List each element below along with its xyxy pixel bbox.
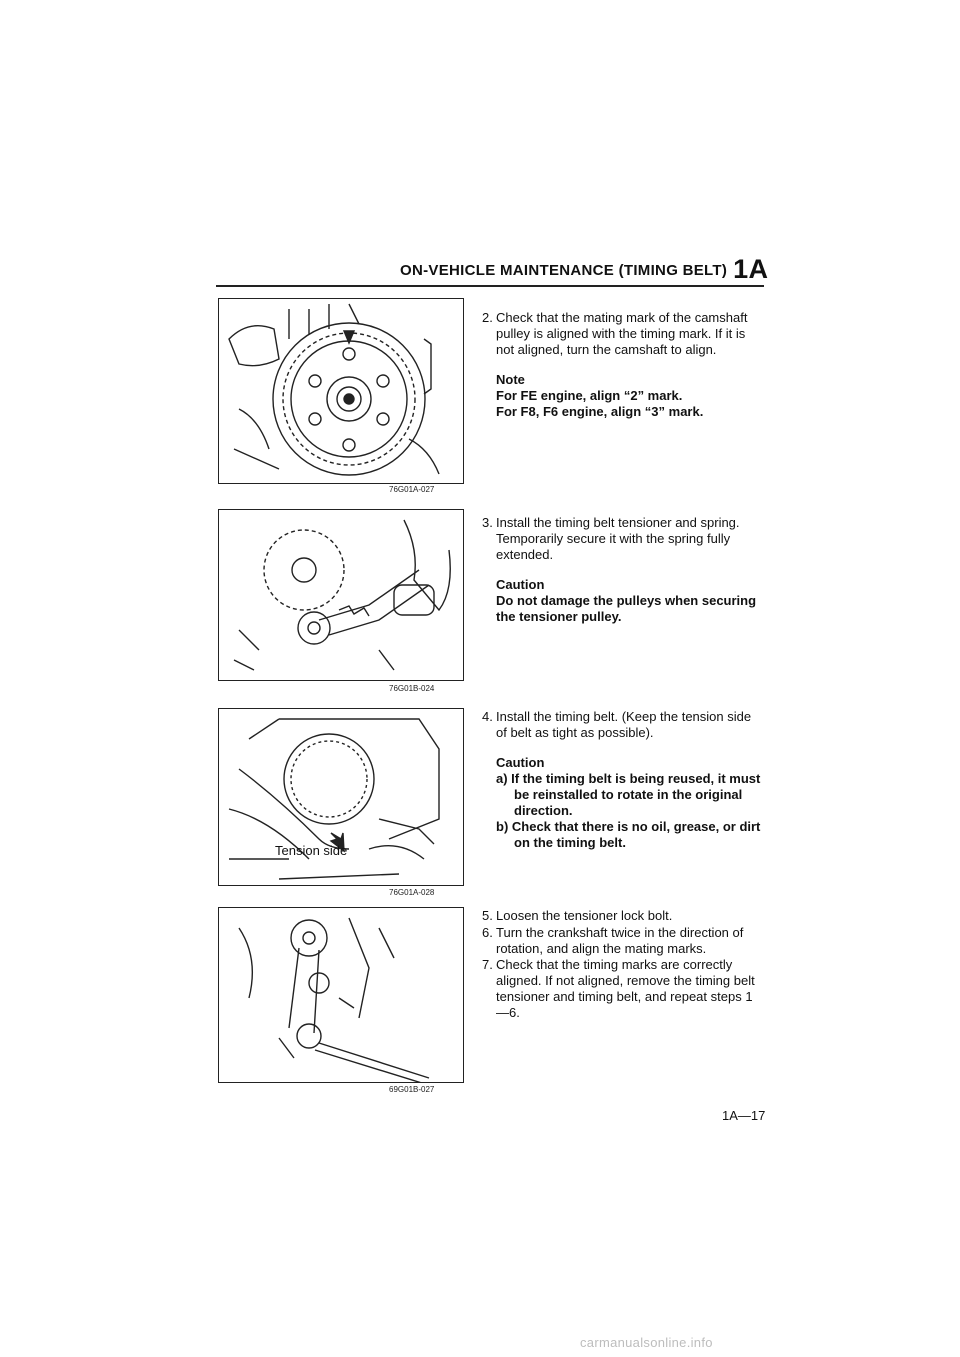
- step-4-number: 4.: [482, 709, 493, 724]
- step-5: [482, 908, 762, 924]
- figure-tensioner: [218, 509, 464, 681]
- step-7-number: 7.: [482, 957, 493, 972]
- step-5-number: 5.: [482, 908, 493, 923]
- step-3-caution: [482, 577, 762, 625]
- figure-timing-belt-install: [218, 708, 464, 886]
- step-3: [482, 515, 762, 625]
- step-6: [482, 925, 762, 957]
- step-4-text: Install the timing belt. (Keep the tension side of belt as tight as possible).: [496, 709, 752, 740]
- step-4-caution: [482, 755, 762, 851]
- step-2-note: [482, 372, 762, 420]
- figure-camshaft-pulley: [218, 298, 464, 484]
- tensioner-illustration: [219, 510, 463, 680]
- step-2: [482, 310, 762, 420]
- section-number: 1A: [733, 254, 769, 284]
- step-3-number: 3.: [482, 515, 493, 530]
- figure-code-4: 69G01B-027: [389, 1085, 435, 1094]
- step-2-number: 2.: [482, 310, 493, 325]
- step-3-text: Install the timing belt tensioner and spring. Temporarily secure it with the spring fully extended.: [496, 515, 740, 562]
- step-6-text: Turn the crankshaft twice in the direction of rotation, and align the mating marks.: [496, 925, 744, 956]
- step-5-text: Loosen the tensioner lock bolt.: [496, 908, 673, 923]
- caution-title: Caution: [496, 577, 545, 592]
- figure-code-3: 76G01A-028: [389, 888, 435, 897]
- crankshaft-illustration: [219, 908, 463, 1082]
- camshaft-pulley-illustration: [219, 299, 463, 483]
- caution-title: Caution: [496, 755, 545, 770]
- caution-text: Do not damage the pulleys when securing the tensioner pulley.: [496, 593, 757, 624]
- figure-code-1: 76G01A-027: [389, 485, 435, 494]
- watermark: carmanualsonline.info: [580, 1335, 713, 1350]
- step-6-number: 6.: [482, 925, 493, 940]
- caution-item-a: a) If the timing belt is being reused, it must be reinstalled to rotate in the original direction.: [496, 771, 761, 818]
- caution-item-b: b) Check that there is no oil, grease, or dirt on the timing belt.: [496, 819, 761, 850]
- page-header: [400, 254, 768, 285]
- figure-crankshaft: [218, 907, 464, 1083]
- page-number: 1A—17: [722, 1108, 766, 1123]
- note-line-f8-f6: For F8, F6 engine, align “3” mark.: [496, 404, 704, 419]
- header-title: ON-VEHICLE MAINTENANCE (TIMING BELT): [400, 262, 728, 279]
- timing-belt-illustration: [219, 709, 463, 885]
- header-rule: [216, 285, 764, 287]
- note-title: Note: [496, 372, 525, 387]
- figure-code-2: 76G01B-024: [389, 684, 435, 693]
- step-7: [482, 957, 762, 1021]
- note-line-fe: For FE engine, align “2” mark.: [496, 388, 683, 403]
- step-7-text: Check that the timing marks are correctly aligned. If not aligned, remove the timing belt tensioner and timing belt, and repeat steps 1—6.: [496, 957, 755, 1020]
- step-4: [482, 709, 762, 851]
- step-2-text: Check that the mating mark of the camshaft pulley is aligned with the timing mark. If it is not aligned, turn the camshaft to align.: [496, 310, 748, 357]
- tension-side-label: Tension side: [275, 843, 348, 858]
